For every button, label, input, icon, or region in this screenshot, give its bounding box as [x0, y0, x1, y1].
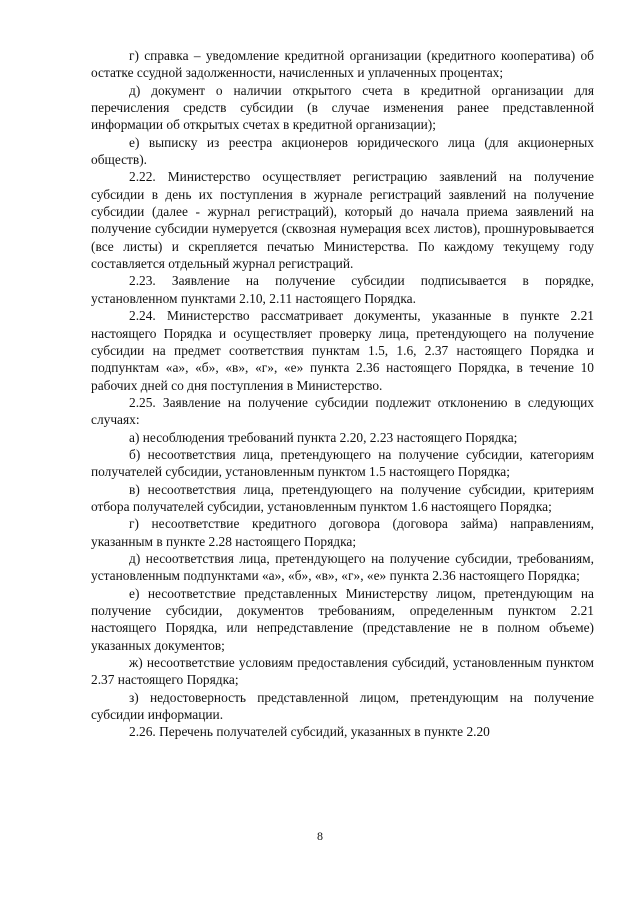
list-item-v: в) несоответствия лица, претендующего на получение субсидии, критериям отбора получателей субсидии, установленным пунктом 1.6 настоящего Порядка;: [91, 481, 594, 514]
page-number: 8: [317, 829, 323, 843]
body-text: [91, 47, 594, 741]
paragraph-2-26: 2.26. Перечень получателей субсидий, указанных в пункте 2.20: [129, 724, 490, 740]
paragraph-d-account-document: д) документ о наличии открытого счета в кредитной организации для перечисления средств субсидии (в случае изменения ранее представленной информации об открытых счетах в кредитной организации);: [91, 82, 594, 133]
list-item-zh: ж) несоответствие условиям предоставления субсидий, установленным пунктом 2.37 настоящего Порядка;: [91, 655, 594, 688]
paragraph-2-25: 2.25. Заявление на получение субсидии подлежит отклонению в следующих случаях:: [91, 394, 594, 428]
paragraph-g-certificate: г) справка – уведомление кредитной организации (кредитного кооператива) об остатке ссудной задолженности, начисленных и уплаченных процентах;: [91, 48, 594, 81]
list-item-d: д) несоответствия лица, претендующего на получение субсидии, требованиям, установленным подпунктами «а», «б», «в», «г», «е» пункта 2.36 настоящего Порядка;: [91, 550, 594, 584]
list-item-e: е) несоответствие представленных Министерству лицом, претендующим на получение субсидии, документов требованиям, определенным пунктом 2.21 настоящего Порядка, или непредставление (представление не в полном объеме) указанных документов;: [91, 585, 594, 653]
paragraph-2-24: 2.24. Министерство рассматривает документы, указанные в пункте 2.21 настоящего Порядка и осуществляет проверку лица, претендующего на получение субсидии на предмет соответствия пунктам 1.5, 1.6, 2.37 настоящего Порядка и подпунктам «а», «б», «в», «г», «е» пункта 2.36 настоящего Порядка, в течение 10 рабочих дней со дня поступления в Министерство.: [91, 308, 594, 393]
list-item-b: б) несоответствия лица, претендующего на получение субсидии, категориям получателей субсидии, установленным пунктом 1.5 настоящего Порядка;: [91, 446, 594, 480]
list-item-g: г) несоответствие кредитного договора (договора займа) направлениям, указанным в пункте 2.28 настоящего Порядка;: [91, 516, 594, 549]
list-item-z: з) недостоверность представленной лицом, претендующим на получение субсидии информации.: [91, 689, 594, 723]
paragraph-2-23: 2.23. Заявление на получение субсидии подписывается в порядке, установленном пунктами 2.10, 2.11 настоящего Порядка.: [91, 273, 594, 306]
paragraph-e-registry-extract: е) выписку из реестра акционеров юридического лица (для акционерных обществ).: [91, 134, 594, 168]
paragraph-2-22: 2.22. Министерство осуществляет регистрацию заявлений на получение субсидии в день их поступления в журнале регистраций заявлений на получение субсидии (далее - журнал регистраций), который до начала приема заявлений на получение субсидии нумеруется (сквозная нумерация всех листов), прошнуровывается (все листы) и скрепляется печатью Министерства. По каждому текущему году составляется отдельный журнал регистраций.: [91, 169, 594, 272]
list-item-a: а) несоблюдения требований пункта 2.20, 2.23 настоящего Порядка;: [129, 429, 518, 445]
